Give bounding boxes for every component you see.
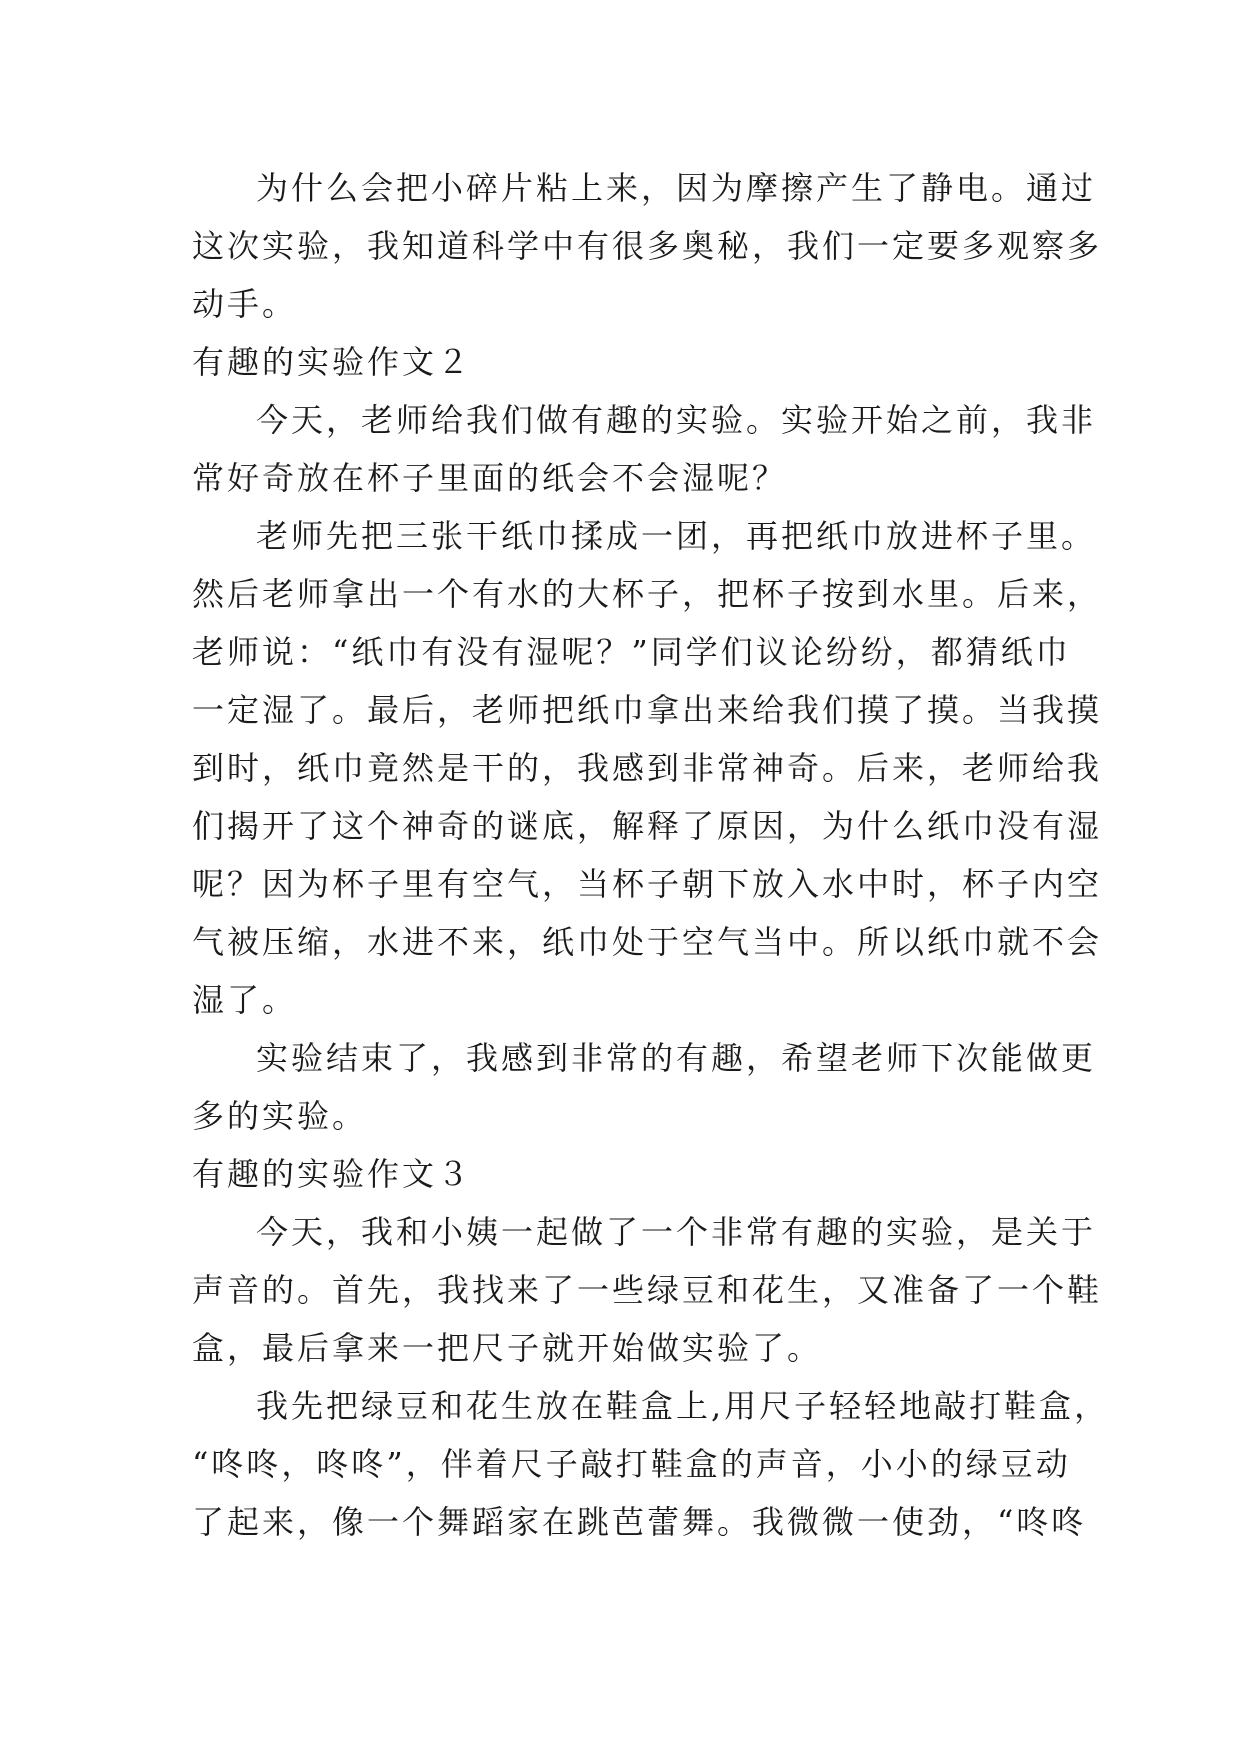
paragraph-line: 实验结束了，我感到非常的有趣，希望老师下次能做更 — [256, 1039, 1097, 1077]
paragraph-line: 到时，纸巾竟然是干的，我感到非常神奇。后来，老师给我 — [192, 749, 1103, 787]
paragraph-line: 我先把绿豆和花生放在鞋盒上,用尺子轻轻地敲打鞋盒， — [256, 1387, 1110, 1425]
paragraph-line: “咚咚，咚咚”，伴着尺子敲打鞋盒的声音，小小的绿豆动 — [192, 1445, 1071, 1483]
paragraph-line: 声音的。首先，我找来了一些绿豆和花生，又准备了一个鞋 — [192, 1271, 1103, 1309]
section-heading: 有趣的实验作文２ — [192, 343, 473, 381]
paragraph-line: 为什么会把小碎片粘上来，因为摩擦产生了静电。通过 — [256, 169, 1097, 207]
paragraph-line: 一定湿了。最后，老师把纸巾拿出来给我们摸了摸。当我摸 — [192, 691, 1103, 729]
paragraph-line: 了起来，像一个舞蹈家在跳芭蕾舞。我微微一使劲，“咚咚 — [192, 1503, 1087, 1541]
paragraph-line: 动手。 — [192, 285, 298, 323]
paragraph-line: 们揭开了这个神奇的谜底，解释了原因，为什么纸巾没有湿 — [192, 807, 1103, 845]
paragraph-line: 呢？因为杯子里有空气，当杯子朝下放入水中时，杯子内空 — [192, 865, 1103, 903]
paragraph-line: 然后老师拿出一个有水的大杯子，把杯子按到水里。后来， — [192, 575, 1103, 613]
paragraph-line: 盒，最后拿来一把尺子就开始做实验了。 — [192, 1329, 823, 1367]
paragraph-line: 常好奇放在杯子里面的纸会不会湿呢？ — [192, 459, 788, 497]
paragraph-line: 老师先把三张干纸巾揉成一团，再把纸巾放进杯子里。 — [256, 517, 1097, 555]
paragraph-line: 湿了。 — [192, 981, 298, 1019]
paragraph-line: 这次实验，我知道科学中有很多奥秘，我们一定要多观察多 — [192, 227, 1103, 265]
section-heading: 有趣的实验作文３ — [192, 1155, 473, 1193]
paragraph-line: 今天，老师给我们做有趣的实验。实验开始之前，我非 — [256, 401, 1097, 439]
paragraph-line: 气被压缩，水进不来，纸巾处于空气当中。所以纸巾就不会 — [192, 923, 1103, 961]
paragraph-line: 老师说：“纸巾有没有湿呢？”同学们议论纷纷，都猜纸巾 — [192, 633, 1071, 671]
paragraph-line: 今天，我和小姨一起做了一个非常有趣的实验，是关于 — [256, 1213, 1097, 1251]
paragraph-line: 多的实验。 — [192, 1097, 368, 1135]
